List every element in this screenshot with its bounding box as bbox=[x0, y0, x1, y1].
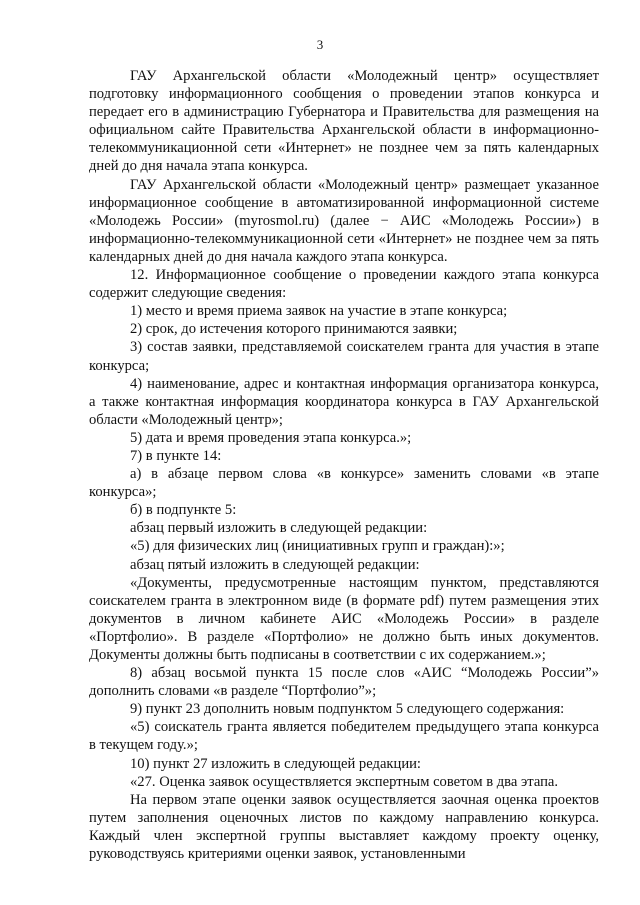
list-item: 5) дата и время проведения этапа конкурса.»; bbox=[130, 429, 412, 446]
list-item: 1) место и время приема заявок на участие в этапе конкурса; bbox=[130, 303, 508, 320]
paragraph: абзац пятый изложить в следующей редакции: bbox=[130, 556, 420, 573]
list-item: а) в абзаце первом слова «в конкурсе» заменить словами «в этапе конкурса»; bbox=[89, 466, 599, 501]
list-item: 3) состав заявки, представляемой соискателем гранта для участия в этапе конкурса; bbox=[89, 339, 599, 374]
paragraph: На первом этапе оценки заявок осуществляется заочная оценка проектов путем заполнения оценочных листов по каждому направлению конкурса. Каждый член экспертной группы выставляет каждому проекту оценку, руководствуясь критериями оценки заявок, установленными bbox=[89, 791, 599, 863]
document-body bbox=[89, 67, 599, 863]
paragraph: «27. Оценка заявок осуществляется экспертным советом в два этапа. bbox=[130, 773, 559, 790]
paragraph: «Документы, предусмотренные настоящим пунктом, представляются соискателем гранта в электронном виде (в формате pdf) путем размещения этих документов в личном кабинете АИС «Молодежь России» в разделе «Портфолио». В разделе «Портфолио» не должно быть иных документов. Документы должны быть подписаны в соответствии с их содержанием.»; bbox=[89, 574, 599, 663]
paragraph: абзац первый изложить в следующей редакции: bbox=[130, 520, 428, 537]
list-item: б) в подпункте 5: bbox=[130, 502, 237, 519]
paragraph: ГАУ Архангельской области «Молодежный центр» осуществляет подготовку информационного сообщения о проведении этапов конкурса и передает его в администрацию Губернатора и Правительства для размещения на официальном сайте Правительства Архангельской области в информационно-телекоммуникационной сети «Интернет» не позднее чем за пять календарных дней до дня начала этапа конкурса. bbox=[89, 68, 599, 175]
paragraph: «5) соискатель гранта является победителем предыдущего этапа конкурса в текущем году.»; bbox=[89, 719, 599, 754]
paragraph: ГАУ Архангельской области «Молодежный центр» размещает указанное информационное сообщение в автоматизированной информационной системе «Молодежь России» (myrosmol.ru) (далее − АИС «Молодежь России») в информационно-телекоммуникационной сети «Интернет» не позднее чем за пять календарных дней до дня начала каждого этапа конкурса. bbox=[89, 176, 599, 265]
list-item: 9) пункт 23 дополнить новым подпунктом 5 следующего содержания: bbox=[130, 701, 565, 718]
list-item: 10) пункт 27 изложить в следующей редакции: bbox=[130, 755, 421, 772]
list-item: 7) в пункте 14: bbox=[130, 447, 222, 464]
paragraph: 12. Информационное сообщение о проведении каждого этапа конкурса содержит следующие сведения: bbox=[89, 267, 599, 302]
list-item: 2) срок, до истечения которого принимаются заявки; bbox=[130, 321, 458, 338]
list-item: 4) наименование, адрес и контактная информация организатора конкурса, а также контактная информация координатора конкурса в ГАУ Архангельской области «Молодежный центр»; bbox=[89, 375, 599, 428]
list-item: 8) абзац восьмой пункта 15 после слов «АИС “Молодежь России”» дополнить словами «в разделе “Портфолио”»; bbox=[89, 665, 599, 700]
paragraph: «5) для физических лиц (инициативных групп и граждан):»; bbox=[130, 538, 505, 555]
page-number: 3 bbox=[316, 37, 324, 52]
